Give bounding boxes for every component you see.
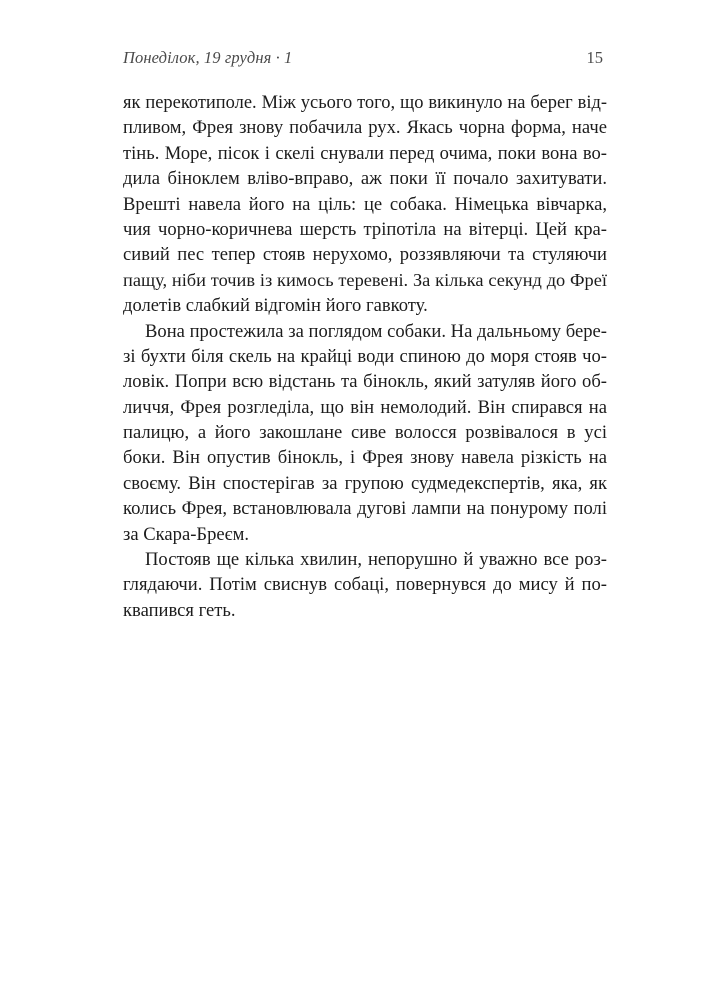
- text-line: колись Фрея, встановлювала дугові лампи на понурому полі: [123, 498, 607, 520]
- text-line: сивий пес тепер стояв нерухомо, роззявляючи та стуляючи: [123, 244, 607, 266]
- text-line: своєму. Він спостерігав за групою судмедекспертів, яка, як: [123, 472, 607, 494]
- text-line: пащу, ніби точив із кимось теревені. За кілька секунд до Фреї: [123, 269, 607, 290]
- text-line: як перекотиполе. Між усього того, що викинуло на берег від-: [123, 92, 607, 112]
- text-line: глядаючи. Потім свиснув собаці, повернувся до мису й по-: [123, 574, 607, 596]
- text-line: личчя, Фрея розгледіла, що він немолодий. Він спирався на: [123, 396, 607, 418]
- text-line: за Скара-Бреєм.: [123, 523, 250, 545]
- text-line: Постояв ще кілька хвилин, непорушно й уважно все роз-: [145, 549, 607, 571]
- running-head: Понеділок, 19 грудня · 1: [123, 48, 293, 67]
- text-line: дила біноклем вліво-вправо, аж поки її почало захитувати.: [123, 168, 607, 190]
- text-line: пливом, Фрея знову побачила рух. Якась чорна форма, наче: [123, 117, 607, 139]
- text-line: Врешті навела його на ціль: це собака. Німецька вівчарка,: [123, 193, 607, 215]
- text-line: палицю, а його закошлане сиве волосся розвівалося в усі: [123, 422, 607, 444]
- text-line: зі бухти біля скель на крайці води спиною до моря стояв чо-: [123, 345, 607, 367]
- text-line: квапився геть.: [123, 599, 236, 621]
- page-number: 15: [586, 48, 603, 67]
- text-line: долетів слабкий відгомін його гавкоту.: [123, 295, 428, 317]
- text-line: Вона простежила за поглядом собаки. На дальньому бере-: [145, 320, 607, 342]
- text-line: ловік. Попри всю відстань та бінокль, який затуляв його об-: [123, 371, 607, 393]
- body-text: [123, 90, 607, 623]
- text-line: тінь. Море, пісок і скелі снували перед очима, поки вона во-: [123, 142, 607, 164]
- text-line: чия чорно-коричнева шерсть тріпотіла на вітерці. Цей кра-: [123, 218, 607, 240]
- text-line: боки. Він опустив бінокль, і Фрея знову навела різкість на: [123, 447, 607, 469]
